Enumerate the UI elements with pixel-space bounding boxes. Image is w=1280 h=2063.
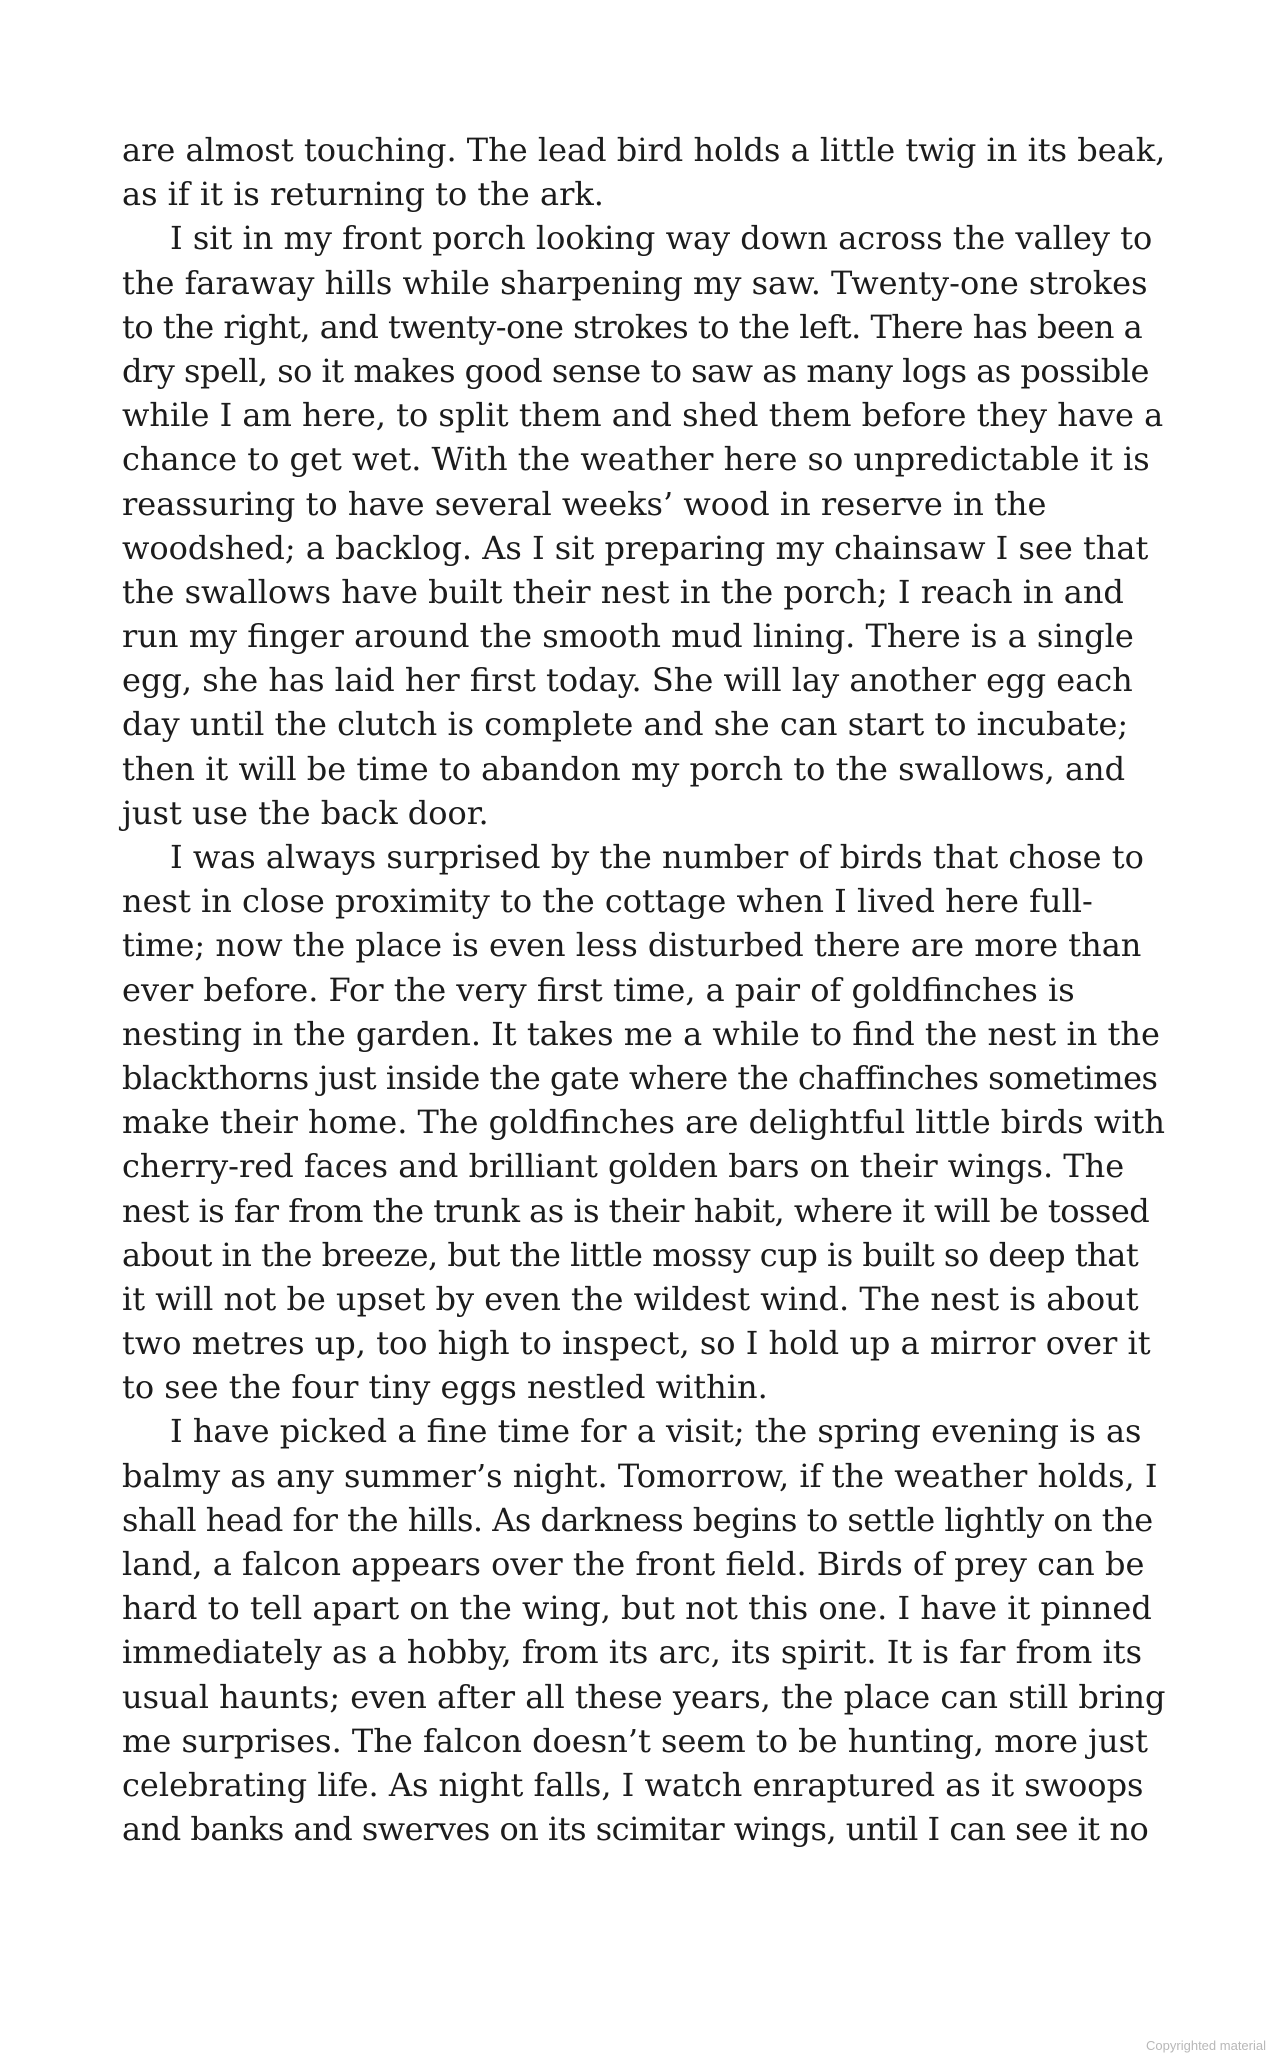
text-line: chance to get wet. With the weather here so unpredictable it is (122, 440, 1150, 479)
text-line: immediately as a hobby, from its arc, its spirit. It is far from its (122, 1633, 1143, 1672)
text-line: and banks and swerves on its scimitar wings, until I can see it no (122, 1810, 1149, 1849)
text-line: nest is far from the trunk as is their habit, where it will be tossed (122, 1191, 1150, 1230)
text-line: while I am here, to split them and shed them before they have a (122, 396, 1164, 435)
text-line: make their home. The goldfinches are delightful little birds with (122, 1103, 1165, 1142)
paragraph-start-line: I was always surprised by the number of birds that chose to (170, 838, 1144, 876)
text-line: to the right, and twenty-one strokes to the left. There has been a (122, 307, 1143, 346)
text-line: blackthorns just inside the gate where the chaffinches sometimes (122, 1058, 1158, 1097)
text-line: balmy as any summer’s night. Tomorrow, if the weather holds, I (122, 1456, 1158, 1495)
text-line: to see the four tiny eggs nestled within. (122, 1368, 768, 1407)
paragraph-start-line: I have picked a fine time for a visit; the spring evening is as (170, 1412, 1142, 1451)
text-line: me surprises. The falcon doesn’t seem to be hunting, more just (122, 1721, 1148, 1760)
text-line: then it will be time to abandon my porch to the swallows, and (122, 749, 1126, 788)
text-line: as if it is returning to the ark. (122, 175, 604, 214)
text-line: woodshed; a backlog. As I sit preparing my chainsaw I see that (122, 528, 1149, 567)
paragraph-start-line: I sit in my front porch looking way down across the valley to (170, 219, 1153, 258)
text-line: celebrating life. As night falls, I watch enraptured as it swoops (122, 1765, 1144, 1804)
text-line: the swallows have built their nest in the porch; I reach in and (122, 572, 1124, 611)
text-line: day until the clutch is complete and she can start to incubate; (122, 705, 1129, 744)
text-line: it will not be upset by even the wildest wind. The nest is about (122, 1279, 1139, 1318)
text-line: usual haunts; even after all these years, the place can still bring (122, 1677, 1166, 1716)
text-line: reassuring to have several weeks’ wood in reserve in the (122, 484, 1047, 523)
text-line: dry spell, so it makes good sense to saw as many logs as possible (122, 351, 1149, 390)
text-line: cherry-red faces and brilliant golden bars on their wings. The (122, 1147, 1125, 1186)
text-line: shall head for the hills. As darkness begins to settle lightly on the (122, 1500, 1153, 1539)
text-line: two metres up, too high to inspect, so I hold up a mirror over it (122, 1324, 1151, 1363)
text-line: land, a falcon appears over the front field. Birds of prey can be (122, 1545, 1145, 1583)
text-line: about in the breeze, but the little mossy cup is built so deep that (122, 1235, 1139, 1274)
text-line: run my finger around the smooth mud lining. There is a single (122, 617, 1134, 656)
text-line: ever before. For the very first time, a pair of goldfinches is (122, 970, 1075, 1009)
text-line: egg, she has laid her first today. She will lay another egg each (122, 661, 1133, 700)
text-line: the faraway hills while sharpening my saw. Twenty-one strokes (122, 263, 1148, 302)
body-text (122, 128, 1170, 1851)
text-line: hard to tell apart on the wing, but not this one. I have it pinned (122, 1589, 1152, 1628)
text-line: nest in close proximity to the cottage when I lived here full- (122, 882, 1093, 921)
text-line: nesting in the garden. It takes me a while to find the nest in the (122, 1014, 1160, 1053)
text-line: just use the back door. (122, 793, 489, 832)
text-line: time; now the place is even less disturbed there are more than (122, 926, 1142, 965)
copyright-watermark: Copyrighted material (1146, 2038, 1266, 2053)
text-line: are almost touching. The lead bird holds a little twig in its beak, (122, 131, 1166, 169)
